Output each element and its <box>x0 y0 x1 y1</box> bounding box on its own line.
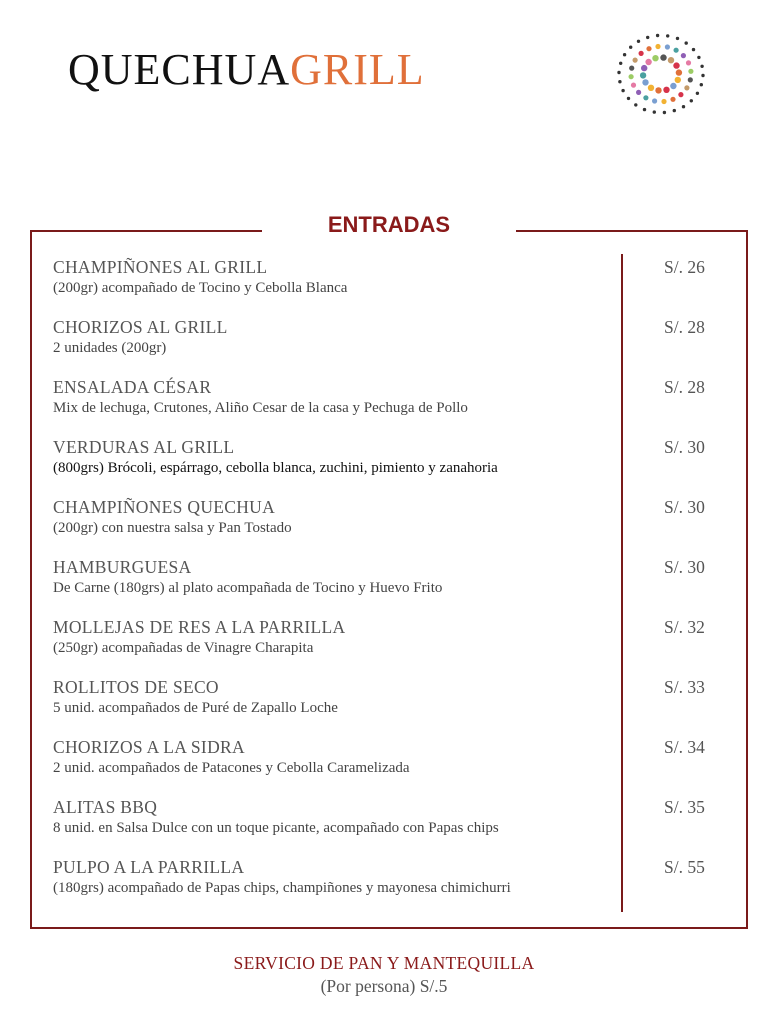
menu-item-description: 2 unidades (200gr) <box>53 340 167 356</box>
menu-item-name: ALITAS BBQ <box>53 797 158 817</box>
menu-item-name: CHAMPIÑONES AL GRILL <box>53 257 268 277</box>
sun-dots-emblem-icon <box>602 22 720 126</box>
menu-item <box>53 317 753 358</box>
menu-item <box>53 497 753 538</box>
menu-item-description: 2 unid. acompañados de Patacones y Cebolla Caramelizada <box>53 760 410 776</box>
menu-item-name: CHORIZOS A LA SIDRA <box>53 737 245 757</box>
menu-item-price: S/. 30 <box>664 497 705 517</box>
section-title: ENTRADAS <box>327 212 451 237</box>
menu-item-description: (800grs) Brócoli, espárrago, cebolla blanca, zuchini, pimiento y zanahoria <box>53 460 498 476</box>
menu-item-name: HAMBURGUESA <box>53 557 192 577</box>
brand-name-part1: QUECHUA <box>68 45 291 94</box>
menu-item-price: S/. 30 <box>664 437 705 457</box>
menu-item-name: ROLLITOS DE SECO <box>53 677 219 697</box>
menu-item <box>53 737 753 778</box>
menu-item <box>53 617 753 658</box>
menu-item-description: (200gr) con nuestra salsa y Pan Tostado <box>53 520 292 536</box>
menu-item-description: 8 unid. en Salsa Dulce con un toque picante, acompañado con Papas chips <box>53 820 499 836</box>
menu-item-price: S/. 30 <box>664 557 705 577</box>
menu-item-description: Mix de lechuga, Crutones, Aliño Cesar de la casa y Pechuga de Pollo <box>53 400 468 416</box>
menu-item-price: S/. 28 <box>664 317 705 337</box>
menu-item <box>53 857 753 898</box>
menu-item-description: (200gr) acompañado de Tocino y Cebolla Blanca <box>53 280 348 296</box>
menu-item-name: ENSALADA CÉSAR <box>53 377 212 397</box>
menu-item-name: CHAMPIÑONES QUECHUA <box>53 497 276 517</box>
bread-service-label: SERVICIO DE PAN Y MANTEQUILLA <box>233 953 535 973</box>
menu-item-price: S/. 55 <box>664 857 705 877</box>
menu-item-price: S/. 35 <box>664 797 705 817</box>
menu-item-name: MOLLEJAS DE RES A LA PARRILLA <box>53 617 346 637</box>
menu-item-description: (180grs) acompañado de Papas chips, champiñones y mayonesa chimichurri <box>53 880 511 896</box>
menu-item-name: VERDURAS AL GRILL <box>53 437 235 457</box>
menu-item-description: (250gr) acompañadas de Vinagre Charapita <box>53 640 314 656</box>
menu-item-description: 5 unid. acompañados de Puré de Zapallo Loche <box>53 700 338 716</box>
menu-item <box>53 797 753 838</box>
menu-item-name: PULPO A LA PARRILLA <box>53 857 245 877</box>
menu-item-price: S/. 33 <box>664 677 705 697</box>
menu-item <box>53 557 753 598</box>
menu-item-price: S/. 34 <box>664 737 705 757</box>
menu-item-price: S/. 28 <box>664 377 705 397</box>
menu-item <box>53 677 753 718</box>
menu-item-description: De Carne (180grs) al plato acompañada de Tocino y Huevo Frito <box>53 580 443 596</box>
menu-item <box>53 437 753 478</box>
menu-item <box>53 257 753 298</box>
menu-item <box>53 377 753 418</box>
brand-logo <box>68 45 425 94</box>
brand-name-part2: GRILL <box>290 45 425 94</box>
menu-item-price: S/. 26 <box>664 257 705 277</box>
menu-item-name: CHORIZOS AL GRILL <box>53 317 228 337</box>
bread-service-price: (Por persona) S/.5 <box>320 976 448 996</box>
menu-item-price: S/. 32 <box>664 617 705 637</box>
